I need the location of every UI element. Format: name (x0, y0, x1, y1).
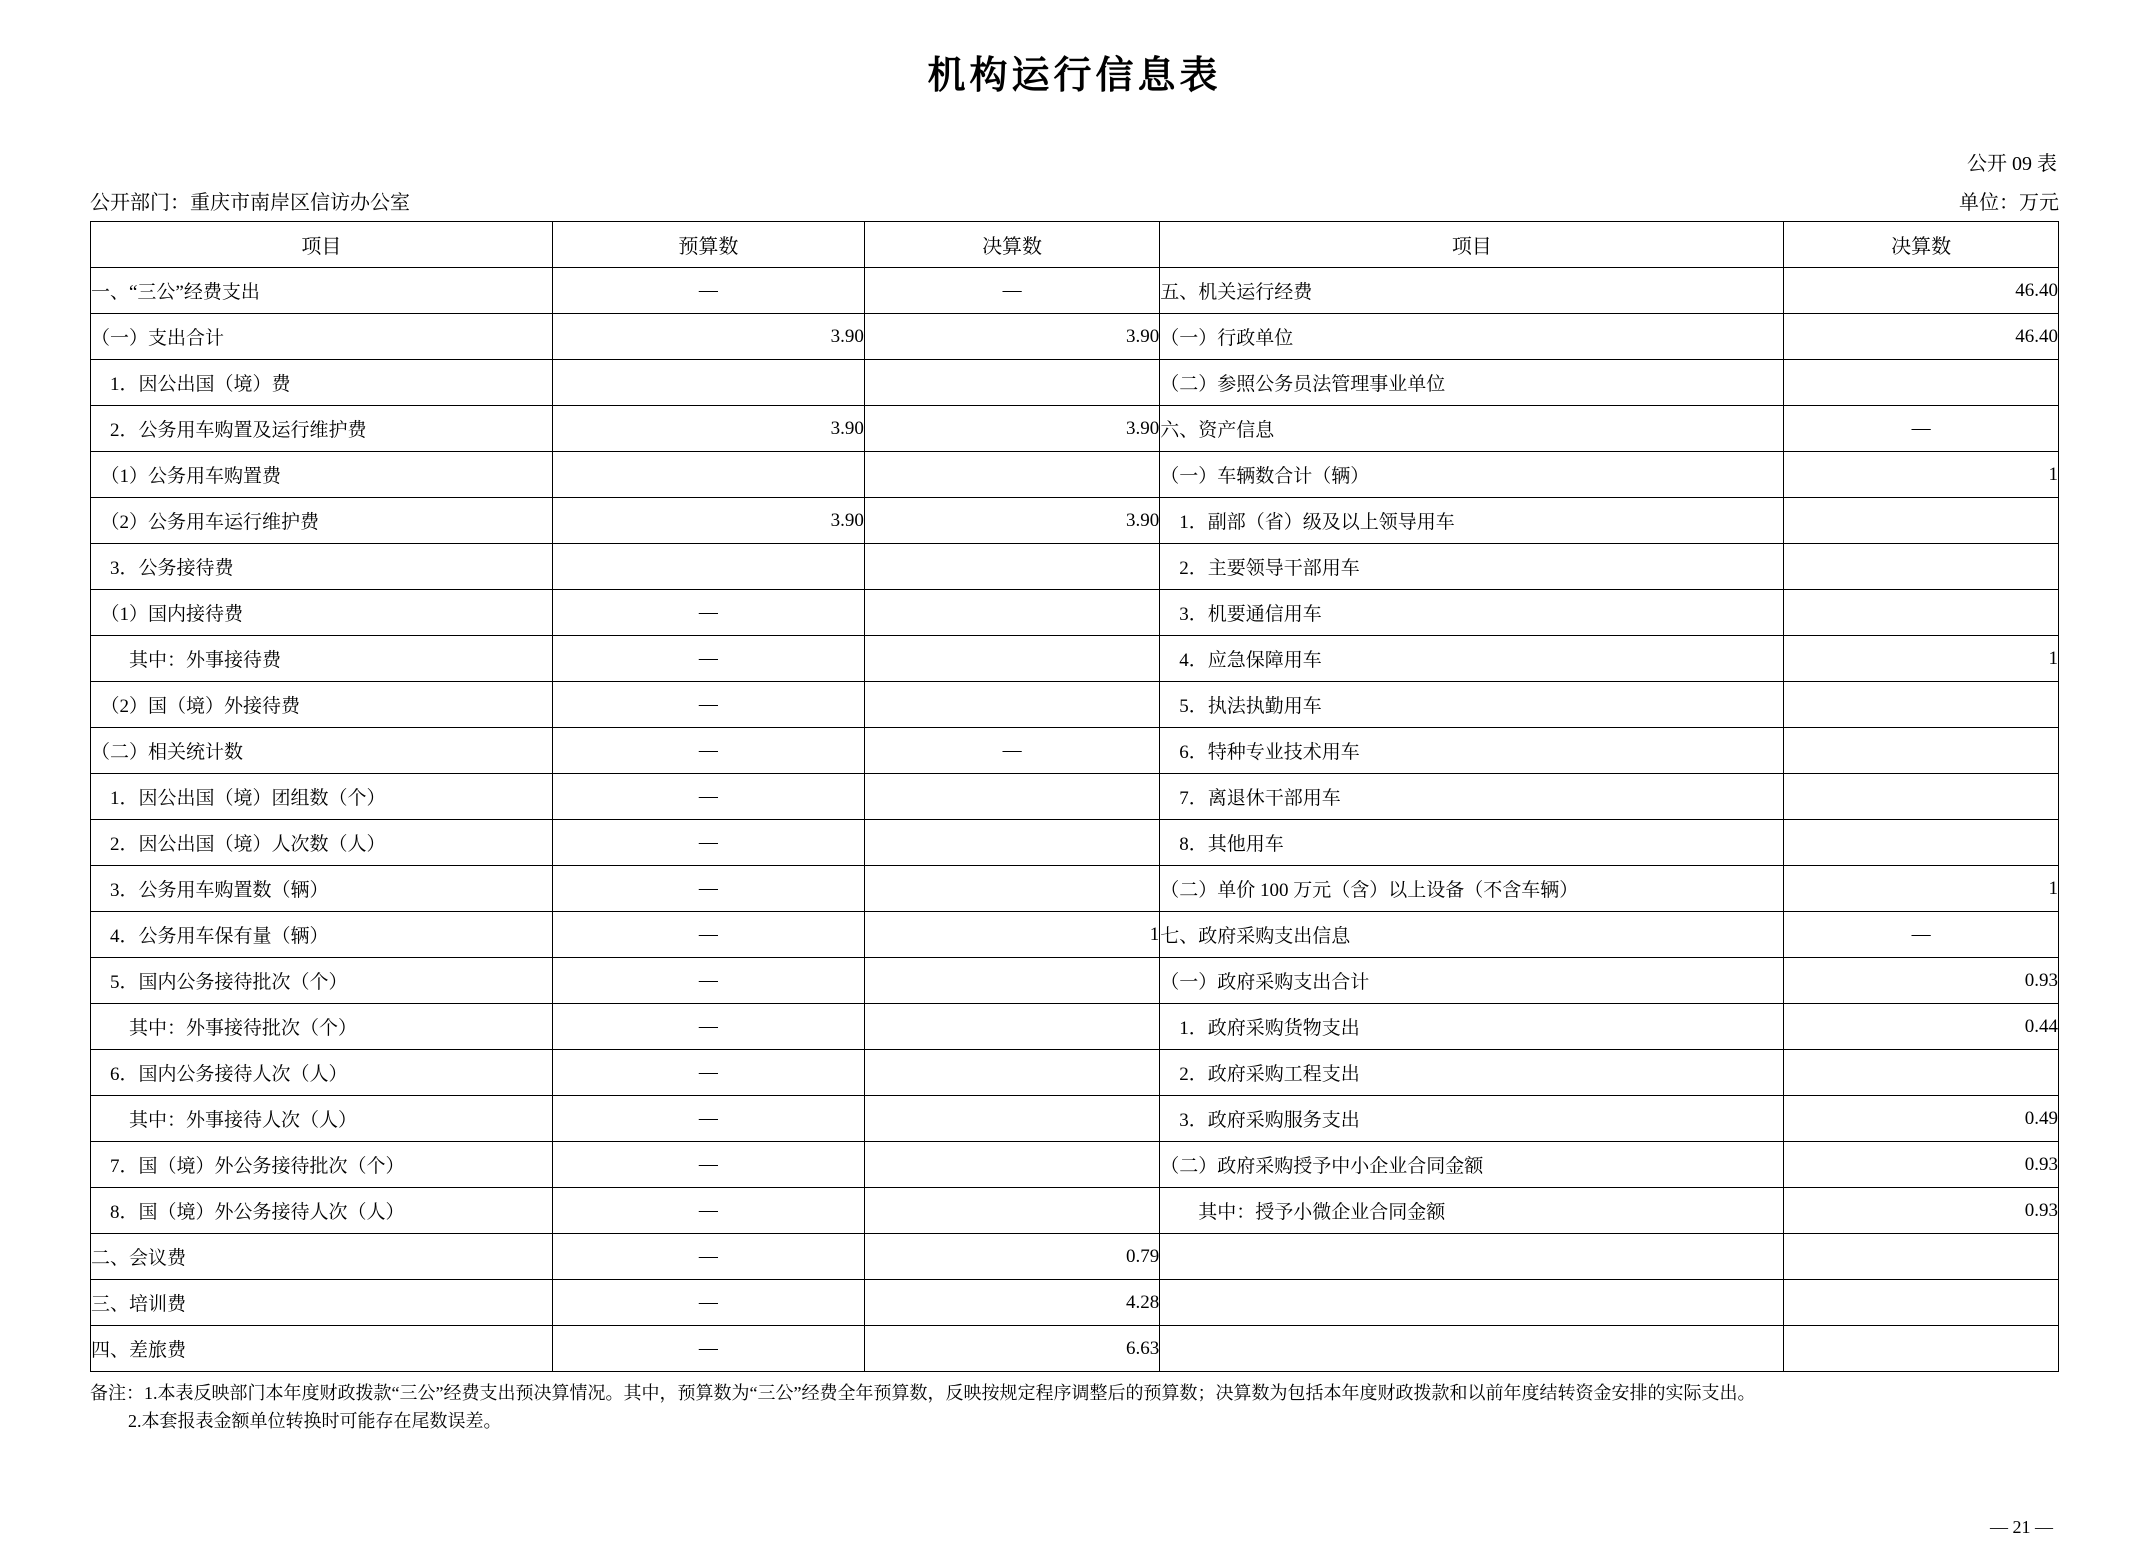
row-label-right: （二）单价 100 万元（含）以上设备（不含车辆） (1160, 866, 1784, 912)
cell-budget (552, 452, 864, 498)
cell-final-right (1784, 1234, 2059, 1280)
cell-budget: — (552, 1188, 864, 1234)
cell-final (864, 636, 1159, 682)
table-row (91, 1188, 2059, 1234)
cell-budget: — (552, 636, 864, 682)
cell-final-right (1784, 820, 2059, 866)
row-label-right (1160, 1280, 1784, 1326)
row-label-left: 三、培训费 (91, 1280, 553, 1326)
cell-budget: — (552, 1096, 864, 1142)
cell-final-right: 1 (1784, 636, 2059, 682)
cell-final (864, 1050, 1159, 1096)
table-row (91, 728, 2059, 774)
cell-final-right: 1 (1784, 866, 2059, 912)
row-label-right: （二）政府采购授予中小企业合同金额 (1160, 1142, 1784, 1188)
row-label-left: 8．国（境）外公务接待人次（人） (91, 1188, 553, 1234)
cell-final: 1 (864, 912, 1159, 958)
cell-budget: — (552, 682, 864, 728)
cell-final (864, 360, 1159, 406)
cell-final-right (1784, 682, 2059, 728)
row-label-left: 其中：外事接待费 (91, 636, 553, 682)
row-label-left: 其中：外事接待批次（个） (91, 1004, 553, 1050)
table-row (91, 360, 2059, 406)
table-row (91, 498, 2059, 544)
table-row (91, 1050, 2059, 1096)
table-row (91, 452, 2059, 498)
cell-final: 0.79 (864, 1234, 1159, 1280)
row-label-right: 1．政府采购货物支出 (1160, 1004, 1784, 1050)
table-row (91, 958, 2059, 1004)
cell-final-right: 1 (1784, 452, 2059, 498)
row-label-left: （1）公务用车购置费 (91, 452, 553, 498)
cell-final: 4.28 (864, 1280, 1159, 1326)
table-row (91, 1280, 2059, 1326)
page-title: 机构运行信息表 (927, 55, 1222, 97)
cell-final (864, 544, 1159, 590)
row-label-right: 4．应急保障用车 (1160, 636, 1784, 682)
cell-budget: — (552, 1326, 864, 1372)
table-row (91, 1142, 2059, 1188)
cell-final-right: 0.49 (1784, 1096, 2059, 1142)
row-label-right: 2．政府采购工程支出 (1160, 1050, 1784, 1096)
row-label-left: 1．因公出国（境）团组数（个） (91, 774, 553, 820)
cell-final-right (1784, 728, 2059, 774)
row-label-right: （一）车辆数合计（辆） (1160, 452, 1784, 498)
row-label-left: （2）公务用车运行维护费 (91, 498, 553, 544)
table-row (91, 1326, 2059, 1372)
row-label-right: （一）行政单位 (1160, 314, 1784, 360)
cell-final-right: 46.40 (1784, 314, 2059, 360)
meta-row (90, 186, 2059, 215)
table-row (91, 590, 2059, 636)
table-row (91, 268, 2059, 314)
row-label-left: （一）支出合计 (91, 314, 553, 360)
row-label-left: 二、会议费 (91, 1234, 553, 1280)
column-header-final-right: 决算数 (1784, 222, 2059, 268)
row-label-right: 1．副部（省）级及以上领导用车 (1160, 498, 1784, 544)
row-label-right: 五、机关运行经费 (1160, 268, 1784, 314)
row-label-left: 3．公务用车购置数（辆） (91, 866, 553, 912)
cell-budget: — (552, 1050, 864, 1096)
cell-budget: — (552, 866, 864, 912)
column-header-final: 决算数 (864, 222, 1159, 268)
cell-final (864, 1096, 1159, 1142)
cell-final (864, 1004, 1159, 1050)
cell-final: 3.90 (864, 498, 1159, 544)
row-label-left: （二）相关统计数 (91, 728, 553, 774)
row-label-left: 四、差旅费 (91, 1326, 553, 1372)
cell-budget: — (552, 1280, 864, 1326)
table-row (91, 866, 2059, 912)
table-row (91, 912, 2059, 958)
table-row (91, 774, 2059, 820)
cell-budget: 3.90 (552, 406, 864, 452)
row-label-left: 1．因公出国（境）费 (91, 360, 553, 406)
table-body (91, 268, 2059, 1372)
cell-final-right (1784, 590, 2059, 636)
table-row (91, 636, 2059, 682)
cell-final-right: 0.93 (1784, 1188, 2059, 1234)
row-label-right: 2．主要领导干部用车 (1160, 544, 1784, 590)
row-label-left: 2．因公出国（境）人次数（人） (91, 820, 553, 866)
row-label-right: 7．离退休干部用车 (1160, 774, 1784, 820)
cell-budget: — (552, 774, 864, 820)
cell-final (864, 820, 1159, 866)
cell-final (864, 682, 1159, 728)
cell-final-right: 46.40 (1784, 268, 2059, 314)
column-header-item-left: 项目 (91, 222, 553, 268)
cell-final-right (1784, 360, 2059, 406)
table-header-row (91, 222, 2059, 268)
row-label-right (1160, 1234, 1784, 1280)
row-label-right: 5．执法执勤用车 (1160, 682, 1784, 728)
row-label-left: 3．公务接待费 (91, 544, 553, 590)
row-label-right: 6．特种专业技术用车 (1160, 728, 1784, 774)
cell-final-right: 0.93 (1784, 958, 2059, 1004)
row-label-right: 其中：授予小微企业合同金额 (1160, 1188, 1784, 1234)
cell-budget: — (552, 1142, 864, 1188)
page-number: — 21 — (1990, 1517, 2053, 1537)
row-label-left: 5．国内公务接待批次（个） (91, 958, 553, 1004)
cell-budget: — (552, 728, 864, 774)
table-row (91, 314, 2059, 360)
cell-budget (552, 360, 864, 406)
cell-budget: — (552, 268, 864, 314)
cell-final (864, 958, 1159, 1004)
table-row (91, 1096, 2059, 1142)
cell-final-right (1784, 1280, 2059, 1326)
row-label-left: 6．国内公务接待人次（人） (91, 1050, 553, 1096)
note-line-2: 2.本套报表金额单位转换时可能存在尾数误差。 (128, 1410, 502, 1431)
cell-final: — (864, 268, 1159, 314)
row-label-left: 4．公务用车保有量（辆） (91, 912, 553, 958)
row-label-left: 7．国（境）外公务接待批次（个） (91, 1142, 553, 1188)
cell-final (864, 866, 1159, 912)
row-label-right (1160, 1326, 1784, 1372)
cell-final: 6.63 (864, 1326, 1159, 1372)
institution-operation-table (90, 221, 2059, 1372)
cell-budget: — (552, 1004, 864, 1050)
cell-final-right: — (1784, 912, 2059, 958)
cell-final-right: — (1784, 406, 2059, 452)
cell-budget: — (552, 1234, 864, 1280)
row-label-left: 2．公务用车购置及运行维护费 (91, 406, 553, 452)
table-notes (90, 1380, 2059, 1436)
note-line-1: 备注：1.本表反映部门本年度财政拨款“三公”经费支出预决算情况。其中，预算数为“三公”经费全年预算数，反映按规定程序调整后的预算数；决算数为包括本年度财政拨款和以前年度结转资金安排的实际支出。 (90, 1383, 1756, 1403)
cell-final-right: 0.44 (1784, 1004, 2059, 1050)
cell-budget: 3.90 (552, 314, 864, 360)
row-label-right: 六、资产信息 (1160, 406, 1784, 452)
row-label-left: （1）国内接待费 (91, 590, 553, 636)
table-row (91, 1004, 2059, 1050)
cell-final-right (1784, 1326, 2059, 1372)
row-label-right: 七、政府采购支出信息 (1160, 912, 1784, 958)
row-label-left: （2）国（境）外接待费 (91, 682, 553, 728)
row-label-right: （二）参照公务员法管理事业单位 (1160, 360, 1784, 406)
table-row (91, 544, 2059, 590)
unit-label: 单位：万元 (1959, 192, 2059, 214)
row-label-right: （一）政府采购支出合计 (1160, 958, 1784, 1004)
department-label: 公开部门：重庆市南岸区信访办公室 (90, 192, 410, 214)
cell-final (864, 1188, 1159, 1234)
cell-final-right (1784, 1050, 2059, 1096)
table-row (91, 682, 2059, 728)
row-label-left: 其中：外事接待人次（人） (91, 1096, 553, 1142)
row-label-right: 3．机要通信用车 (1160, 590, 1784, 636)
cell-final: — (864, 728, 1159, 774)
cell-final: 3.90 (864, 406, 1159, 452)
column-header-item-right: 项目 (1160, 222, 1784, 268)
row-label-right: 8．其他用车 (1160, 820, 1784, 866)
document-page (0, 44, 2149, 1564)
row-label-right: 3．政府采购服务支出 (1160, 1096, 1784, 1142)
cell-final-right: 0.93 (1784, 1142, 2059, 1188)
table-row (91, 406, 2059, 452)
cell-final-right (1784, 774, 2059, 820)
cell-budget: — (552, 820, 864, 866)
cell-budget: — (552, 590, 864, 636)
cell-budget: 3.90 (552, 498, 864, 544)
cell-final (864, 590, 1159, 636)
table-row (91, 820, 2059, 866)
cell-budget (552, 544, 864, 590)
table-row (91, 1234, 2059, 1280)
cell-budget: — (552, 912, 864, 958)
cell-budget: — (552, 958, 864, 1004)
column-header-budget: 预算数 (552, 222, 864, 268)
cell-final-right (1784, 544, 2059, 590)
cell-final-right (1784, 498, 2059, 544)
sheet-number: 公开 09 表 (1967, 153, 2057, 175)
cell-final: 3.90 (864, 314, 1159, 360)
cell-final (864, 1142, 1159, 1188)
cell-final (864, 452, 1159, 498)
row-label-left: 一、“三公”经费支出 (91, 268, 553, 314)
cell-final (864, 774, 1159, 820)
